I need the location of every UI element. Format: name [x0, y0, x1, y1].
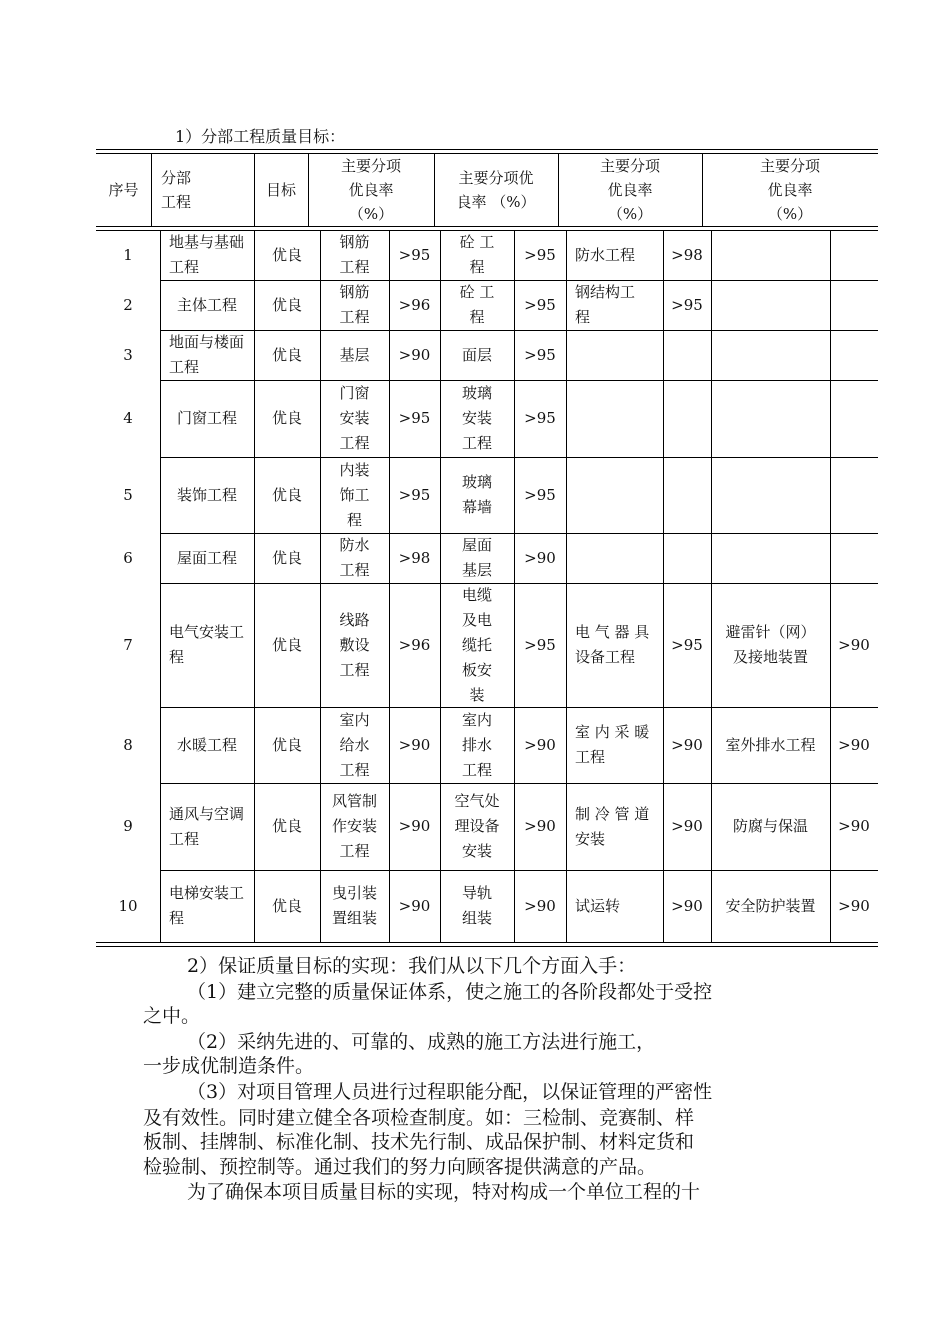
- table-cell: >95: [671, 295, 703, 314]
- paragraph-line: 一步成优制造条件。: [143, 1055, 315, 1077]
- header-cell: 主要分项 优良率 （%）: [340, 156, 401, 223]
- paragraph-line: 2）保证质量目标的实现：我们从以下几个方面入手：: [187, 955, 637, 977]
- table-cell: 防腐与保温: [732, 817, 808, 835]
- paragraph-line: （3）对项目管理人员进行过程职能分配，以保证管理的严密性: [187, 1081, 713, 1103]
- table-cell: >95: [524, 295, 556, 314]
- table-cell: [711, 280, 830, 330]
- table-cell: 优良: [271, 817, 302, 835]
- table-cell: [830, 230, 878, 280]
- table-cell: 钢筋 工程: [339, 233, 370, 276]
- table-cell: 风管制 作安装 工程: [331, 792, 377, 860]
- table-cell: >90: [398, 735, 431, 754]
- table-cell: >90: [838, 817, 870, 835]
- table-cell: [830, 457, 878, 533]
- table-cell: 9: [123, 817, 133, 835]
- table-cell: >90: [524, 735, 556, 754]
- table-cell: [566, 330, 663, 380]
- table-cell: >95: [524, 409, 556, 427]
- table-cell: 1: [123, 245, 133, 264]
- table-cell: >90: [671, 817, 703, 835]
- paragraph-line: （1）建立完整的质量保证体系，使之施工的各阶段都处于受控: [187, 981, 713, 1003]
- table-cell: 4: [123, 409, 133, 427]
- table-cell: 曳引装 置组装: [331, 884, 377, 927]
- table-cell: 主体工程: [176, 295, 237, 314]
- table-cell: 3: [123, 345, 133, 364]
- table-cell: 砼 工 程: [459, 283, 495, 326]
- table-cell: 安全防护装置: [725, 896, 816, 915]
- table-cell: >90: [838, 635, 870, 654]
- table-cell: [830, 280, 878, 330]
- table-cell: >90: [398, 345, 431, 364]
- header-cell: 序号: [108, 180, 139, 199]
- table-cell: 制 冷 管 道 安装: [575, 804, 650, 848]
- table-rule: [96, 226, 878, 227]
- table-cell: 电气安装工 程: [169, 623, 245, 666]
- table-cell: 空气处 理设备 安装: [454, 792, 500, 860]
- header-cell: 主要分项 优良率 （%）: [599, 156, 660, 223]
- paragraph-line: （2）采纳先进的、可靠的、成熟的施工方法进行施工，: [187, 1031, 656, 1053]
- table-cell: 2: [123, 295, 133, 314]
- table-cell: 优良: [271, 485, 302, 504]
- table-cell: 导轨 组装: [461, 884, 492, 927]
- table-cell: >95: [524, 485, 556, 504]
- table-rule: [96, 946, 878, 947]
- paragraph-line: 为了确保本项目质量目标的实现，特对构成一个单位工程的十: [187, 1181, 701, 1203]
- table-cell: 10: [118, 896, 138, 915]
- table-cell: 6: [123, 548, 133, 567]
- table-cell: [711, 457, 830, 533]
- table-cell: 线路 敷设 工程: [339, 610, 370, 679]
- header-cell: 目标: [265, 180, 296, 199]
- section-heading: 1）分部工程质量目标：: [175, 127, 346, 146]
- table-cell: 屋面工程: [176, 548, 237, 567]
- table-cell: 电梯安装工 程: [169, 884, 245, 927]
- paragraph-line: 检验制、预控制等。通过我们的努力向顾客提供满意的产品。: [143, 1156, 657, 1178]
- table-cell: 水暖工程: [176, 735, 237, 754]
- table-cell: 优良: [271, 345, 302, 364]
- table-cell: 基层: [339, 345, 370, 364]
- table-cell: [711, 230, 830, 280]
- table-cell: 钢筋 工程: [339, 283, 370, 326]
- table-cell: >95: [524, 345, 556, 364]
- table-cell: 防水工程: [575, 245, 636, 264]
- table-cell: >96: [398, 635, 431, 654]
- table-cell: >96: [398, 295, 431, 314]
- table-cell: 试运转: [575, 896, 621, 915]
- table-cell: >90: [671, 735, 703, 754]
- table-cell: 优良: [271, 295, 302, 314]
- table-cell: 7: [123, 635, 133, 654]
- table-cell: >95: [524, 635, 556, 654]
- table-cell: >98: [671, 245, 703, 264]
- paragraph-line: 板制、挂牌制、标准化制、技术先行制、成品保护制、材料定货和: [143, 1131, 695, 1153]
- table-cell: [711, 533, 830, 583]
- table-cell: 砼 工 程: [459, 233, 495, 276]
- table-cell: >90: [838, 735, 870, 754]
- table-cell: >90: [524, 817, 556, 835]
- header-cell: 主要分项优 良率 （%）: [456, 168, 536, 211]
- table-cell: >95: [524, 245, 556, 264]
- table-cell: [830, 380, 878, 457]
- table-cell: 玻璃 幕墙: [461, 473, 492, 516]
- table-cell: 装饰工程: [176, 485, 237, 504]
- table-cell: 防水 工程: [339, 536, 370, 579]
- table-cell: [663, 533, 711, 583]
- table-rule: [96, 942, 878, 943]
- table-cell: >90: [524, 548, 556, 567]
- table-cell: 避雷针（网） 及接地装置: [725, 623, 816, 666]
- table-cell: 5: [123, 485, 133, 504]
- header-cell: 主要分项 优良率 （%）: [759, 156, 820, 223]
- table-cell: 电缆 及电 缆托 板安 装: [461, 585, 492, 704]
- table-cell: 钢结构工 程: [575, 283, 636, 326]
- table-cell: [830, 330, 878, 380]
- table-cell: >95: [398, 245, 431, 264]
- table-cell: >95: [671, 635, 703, 654]
- paragraph-line: 之中。: [143, 1005, 201, 1027]
- table-cell: 优良: [271, 635, 302, 654]
- table-cell: [566, 457, 663, 533]
- table-cell: 通风与空调 工程: [169, 804, 245, 848]
- table-cell: 优良: [271, 409, 302, 427]
- table-cell: 电 气 器 具 设备工程: [575, 623, 650, 666]
- table-cell: 门窗工程: [176, 409, 237, 427]
- table-cell: 优良: [271, 735, 302, 754]
- table-cell: [663, 380, 711, 457]
- table-cell: 室内 给水 工程: [339, 710, 370, 779]
- table-cell: 地面与楼面 工程: [169, 333, 245, 376]
- table-cell: 室 内 采 暖 工程: [575, 723, 650, 766]
- table-cell: >95: [398, 409, 431, 427]
- table-cell: 门窗 安装 工程: [339, 384, 370, 452]
- table-cell: [711, 380, 830, 457]
- table-cell: 室外排水工程: [725, 735, 816, 754]
- table-cell: [663, 457, 711, 533]
- table-cell: >90: [398, 817, 431, 835]
- table-cell: 优良: [271, 245, 302, 264]
- table-cell: 玻璃 安装 工程: [461, 384, 492, 452]
- table-cell: 优良: [271, 896, 302, 915]
- table-cell: [566, 380, 663, 457]
- table-cell: 室内 排水 工程: [461, 710, 492, 779]
- table-cell: >90: [398, 896, 431, 915]
- table-cell: [830, 533, 878, 583]
- table-rule: [96, 149, 878, 150]
- table-cell: 地基与基础 工程: [169, 233, 245, 276]
- table-cell: >90: [838, 896, 870, 915]
- table-cell: >98: [398, 548, 431, 567]
- header-cell: 分部 工程: [161, 168, 192, 211]
- table-cell: 优良: [271, 548, 302, 567]
- table-cell: 8: [123, 735, 133, 754]
- table-cell: >90: [524, 896, 556, 915]
- table-cell: [566, 533, 663, 583]
- table-cell: 内装 饰工 程: [339, 460, 370, 529]
- table-cell: 面层: [461, 345, 492, 364]
- table-cell: >90: [671, 896, 703, 915]
- paragraph-line: 及有效性。同时建立健全各项检查制度。如：三检制、竞赛制、样: [143, 1107, 695, 1129]
- table-cell: [711, 330, 830, 380]
- table-cell: [663, 330, 711, 380]
- table-cell: >95: [398, 485, 431, 504]
- table-cell: 屋面 基层: [461, 536, 492, 579]
